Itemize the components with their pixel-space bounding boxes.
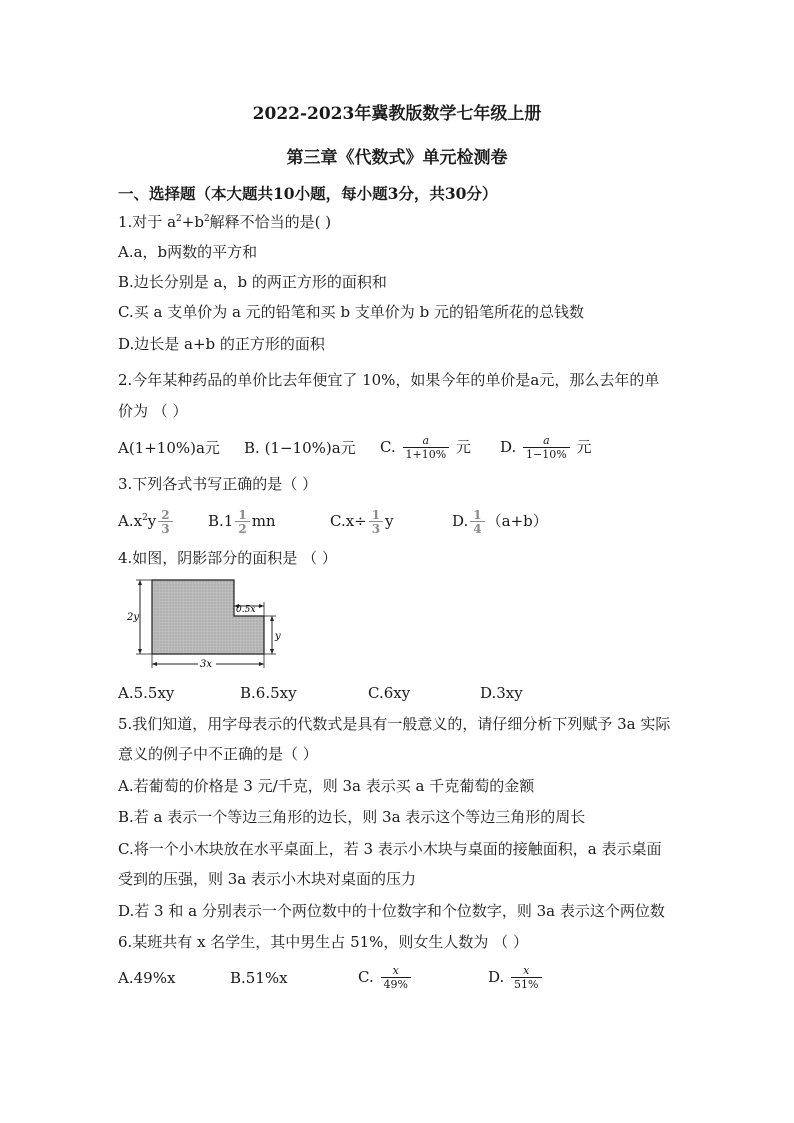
- q3-option-d-text: D.: [452, 512, 469, 530]
- question-2-option-c: [380, 430, 471, 464]
- question-3-option-c: [330, 506, 394, 536]
- label-0.5x: 0.5x: [236, 605, 256, 615]
- fraction-denominator: 2: [235, 521, 249, 535]
- question-1-option-b: B.边长分别是 a，b 的两正方形的面积和: [118, 273, 387, 291]
- q3-option-c-text: y: [385, 512, 394, 530]
- question-3-option-b: [208, 506, 276, 536]
- question-5-option-b: B.若 a 表示一个等边三角形的边长，则 3a 表示这个等边三角形的周长: [118, 808, 586, 826]
- arrow-head: [138, 649, 142, 654]
- shaded-area-figure: [124, 578, 284, 672]
- label-y: y: [275, 631, 281, 642]
- question-4-option-c: C.6xy: [368, 684, 411, 702]
- q1-stem-part: 解释不恰当的是( ): [209, 213, 332, 231]
- q3-option-d-text: （a+b）: [486, 512, 548, 530]
- fraction-numerator: 1: [473, 508, 482, 522]
- q3-option-b-fraction: [235, 509, 249, 535]
- question-2-option-a: A(1+10%)a元: [118, 439, 220, 457]
- q2-option-b-label: B.: [244, 439, 260, 457]
- fraction-denominator: 3: [369, 521, 383, 535]
- question-1-option-d: D.边长是 a+b 的正方形的面积: [118, 335, 325, 353]
- q6-option-c-fraction: [381, 965, 411, 991]
- arrow-head: [138, 580, 142, 585]
- question-4-option-b: B.6.5xy: [240, 684, 297, 702]
- fraction-denominator: 51%: [511, 977, 541, 991]
- question-2-option-b: [244, 438, 356, 458]
- q6-option-d-fraction: [511, 965, 541, 991]
- arrow-head: [270, 649, 274, 654]
- q1-exponent: 2: [176, 214, 182, 224]
- question-6-option-b: B.51%x: [230, 969, 288, 987]
- arrow-head: [259, 662, 264, 666]
- label-3x: 3x: [200, 659, 213, 670]
- question-3-option-a: [118, 506, 175, 536]
- q3-option-a-text: y: [147, 512, 157, 530]
- document-subtitle: 第三章《代数式》单元检测卷: [286, 148, 508, 168]
- question-5-stem-line1: 5.我们知道，用字母表示的代数式是具有一般意义的，请仔细分析下列赋予 3a 实际: [118, 715, 671, 733]
- fraction-numerator: a: [543, 434, 550, 447]
- q3-option-b-text: mn: [251, 512, 276, 530]
- fraction-numerator: 2: [161, 508, 170, 522]
- q3-option-b-text: B.1: [208, 512, 234, 530]
- arrow-head: [270, 616, 274, 621]
- q6-option-c-label: C.: [358, 968, 374, 986]
- q1-stem-part: 1.对于 a: [118, 213, 177, 231]
- q3-option-a-fraction: [158, 509, 172, 535]
- question-3-stem: 3.下列各式书写正确的是（ ）: [118, 475, 318, 493]
- q3-option-c-text: C.x÷: [330, 512, 367, 530]
- question-5-stem-line2: 意义的例子中不正确的是（ ）: [118, 745, 318, 763]
- question-3-option-d: [452, 506, 548, 536]
- question-2-option-d: [500, 430, 592, 464]
- q2-option-c-unit: 元: [455, 438, 471, 456]
- fraction-denominator: 4: [470, 521, 484, 535]
- fraction-numerator: x: [392, 964, 399, 977]
- fraction-denominator: 49%: [381, 977, 411, 991]
- q2-option-d-unit: 元: [576, 438, 592, 456]
- fraction-numerator: 1: [238, 508, 247, 522]
- fraction-denominator: 1+10%: [403, 447, 450, 461]
- question-5-option-a: A.若葡萄的价格是 3 元/千克，则 3a 表示买 a 千克葡萄的金额: [118, 777, 535, 795]
- fraction-denominator: 3: [158, 521, 172, 535]
- question-1-stem: [118, 212, 331, 232]
- q1-stem-part: +b: [181, 213, 204, 231]
- q2-option-d-fraction: [523, 435, 570, 461]
- fraction-numerator: a: [422, 434, 430, 447]
- shaded-region: [152, 580, 264, 654]
- question-4-stem: 4.如图，阴影部分的面积是 （ ）: [118, 549, 337, 567]
- document-title: 2022-2023年冀教版数学七年级上册: [252, 104, 542, 124]
- q6-option-d-label: D.: [488, 968, 505, 986]
- arrow-head: [259, 604, 264, 608]
- question-5-option-d: D.若 3 和 a 分别表示一个两位数中的十位数字和个位数字，则 3a 表示这个两位数: [118, 902, 665, 920]
- question-4-option-d: D.3xy: [480, 684, 523, 702]
- q2-option-c-fraction: [403, 435, 450, 461]
- question-5-option-c-line1: C.将一个小木块放在水平桌面上，若 3 表示小木块与桌面的接触面积，a 表示桌面: [118, 840, 662, 858]
- label-2y: 2y: [127, 612, 140, 623]
- question-1-option-a: A.a，b两数的平方和: [118, 243, 258, 261]
- q3-option-a-exponent: 2: [142, 513, 148, 523]
- q3-option-c-fraction: [369, 509, 383, 535]
- question-6-option-d: [488, 960, 544, 994]
- question-1-option-c: C.买 a 支单价为 a 元的铅笔和买 b 支单价为 b 元的铅笔所花的总钱数: [118, 303, 584, 321]
- question-5-option-c-line2: 受到的压强，则 3a 表示小木块对桌面的压力: [118, 870, 417, 888]
- q2-option-d-label: D.: [500, 438, 517, 456]
- question-6-option-a: A.49%x: [118, 969, 176, 987]
- q1-exponent: 2: [203, 214, 210, 224]
- question-6-option-c: [358, 960, 413, 994]
- arrow-head: [152, 662, 157, 666]
- fraction-numerator: 1: [371, 508, 381, 522]
- section-heading: 一、选择题（本大题共10小题，每小题3分，共30分）: [118, 184, 498, 203]
- fraction-denominator: 1−10%: [523, 447, 570, 461]
- question-2-stem-line2: 价为 （ ）: [118, 402, 188, 420]
- question-6-stem: 6.某班共有 x 名学生，其中男生占 51%，则女生人数为 （ ）: [118, 933, 528, 951]
- q3-option-a-text: A.x: [118, 512, 143, 530]
- q3-option-d-fraction: [470, 509, 484, 535]
- fraction-numerator: x: [523, 964, 530, 977]
- question-2-stem-line1: 2.今年某种药品的单价比去年便宜了 10%，如果今年的单价是a元，那么去年的单: [118, 371, 660, 389]
- q2-option-c-label: C.: [380, 438, 396, 456]
- question-4-option-a: A.5.5xy: [118, 684, 175, 702]
- q2-option-b-expr: (1−10%)a元: [264, 439, 356, 457]
